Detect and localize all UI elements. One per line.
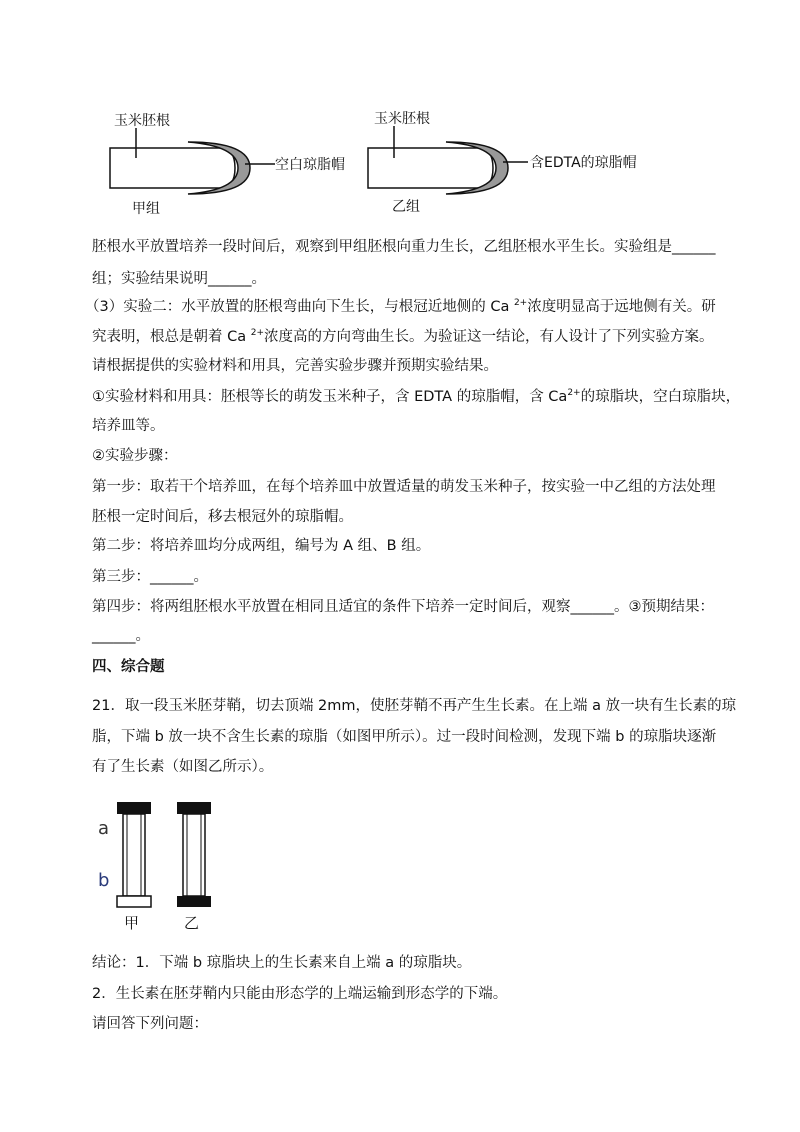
superscript: 2+ [567,388,581,399]
left-group-label: 甲组 [132,201,160,217]
right-cap-label: 含EDTA的琼脂帽 [530,155,637,171]
text-line: 组；实验结果说明______。 [92,271,266,287]
question-21-line: 脂，下端 b 放一块不含生长素的琼脂（如图甲所示）。过一段时间检测，发现下端 b 的琼脂块逐渐 [92,729,717,745]
right-root-label: 玉米胚根 [374,111,430,127]
text-line [92,327,714,347]
superscript: 2+ [250,328,265,339]
text-line: 第四步：将两组胚根水平放置在相同且适宜的条件下培养一定时间后，观察______。③预期结果： [92,599,714,615]
left-root-label: 玉米胚根 [114,113,170,129]
text-line: 请根据提供的实验材料和用具，完善实验步骤并预期实验结果。 [92,358,498,374]
text-span: ①实验材料和用具：胚根等长的萌发玉米种子，含 EDTA 的琼脂帽，含 Ca [92,389,568,405]
left-root-diagram [100,120,280,190]
right-root-diagram [358,120,558,190]
text-line: 第二步：将培养皿均分成两组，编号为 A 组、B 组。 [92,538,431,554]
question-21-line: 21．取一段玉米胚芽鞘，切去顶端 2mm，使胚芽鞘不再产生生长素。在上端 a 放一块有生长素的琼 [92,698,737,714]
superscript: 2+ [513,298,528,309]
text-line: ②实验步骤： [92,448,178,464]
text-span: （3）实验二：水平放置的胚根弯曲向下生长，与根冠近地侧的 Ca [85,299,514,315]
text-line: ______。 [92,628,150,644]
label-jia: 甲 [124,914,140,932]
label-yi: 乙 [184,914,200,932]
text-line [92,387,740,407]
prompt-line: 请回答下列问题： [92,1016,208,1032]
text-line: 胚根一定时间后，移去根冠外的琼脂帽。 [92,509,353,525]
text-line [85,297,716,317]
text-span: 究表明，根总是朝着 Ca [92,329,251,345]
conclusion-line: 2．生长素在胚芽鞘内只能由形态学的上端运输到形态学的下端。 [92,986,508,1002]
question-21-line: 有了生长素（如图乙所示）。 [92,759,274,775]
coleoptile-yi-diagram [175,800,215,910]
text-span: 浓度高的方向弯曲生长。为验证这一结论，有人设计了下列实验方案。 [264,329,714,345]
text-line: 第三步：______。 [92,569,208,585]
conclusion-line: 结论：1．下端 b 琼脂块上的生长素来自上端 a 的琼脂块。 [92,955,472,971]
text-line: 第一步：取若干个培养皿，在每个培养皿中放置适量的萌发玉米种子，按实验一中乙组的方法处理 [92,479,716,495]
right-group-label: 乙组 [392,199,420,215]
text-span: 浓度明显高于远地侧有关。研 [527,299,716,315]
label-a: a [98,818,110,839]
text-span: 的琼脂块，空白琼脂块， [580,389,741,405]
left-cap-label: 空白琼脂帽 [275,157,345,173]
coleoptile-jia-diagram [115,800,155,910]
section-heading: 四、综合题 [92,659,165,675]
text-line: 胚根水平放置培养一段时间后，观察到甲组胚根向重力生长，乙组胚根水平生长。实验组是______ [92,239,716,255]
label-b: b [98,870,110,891]
text-line: 培养皿等。 [92,418,165,434]
